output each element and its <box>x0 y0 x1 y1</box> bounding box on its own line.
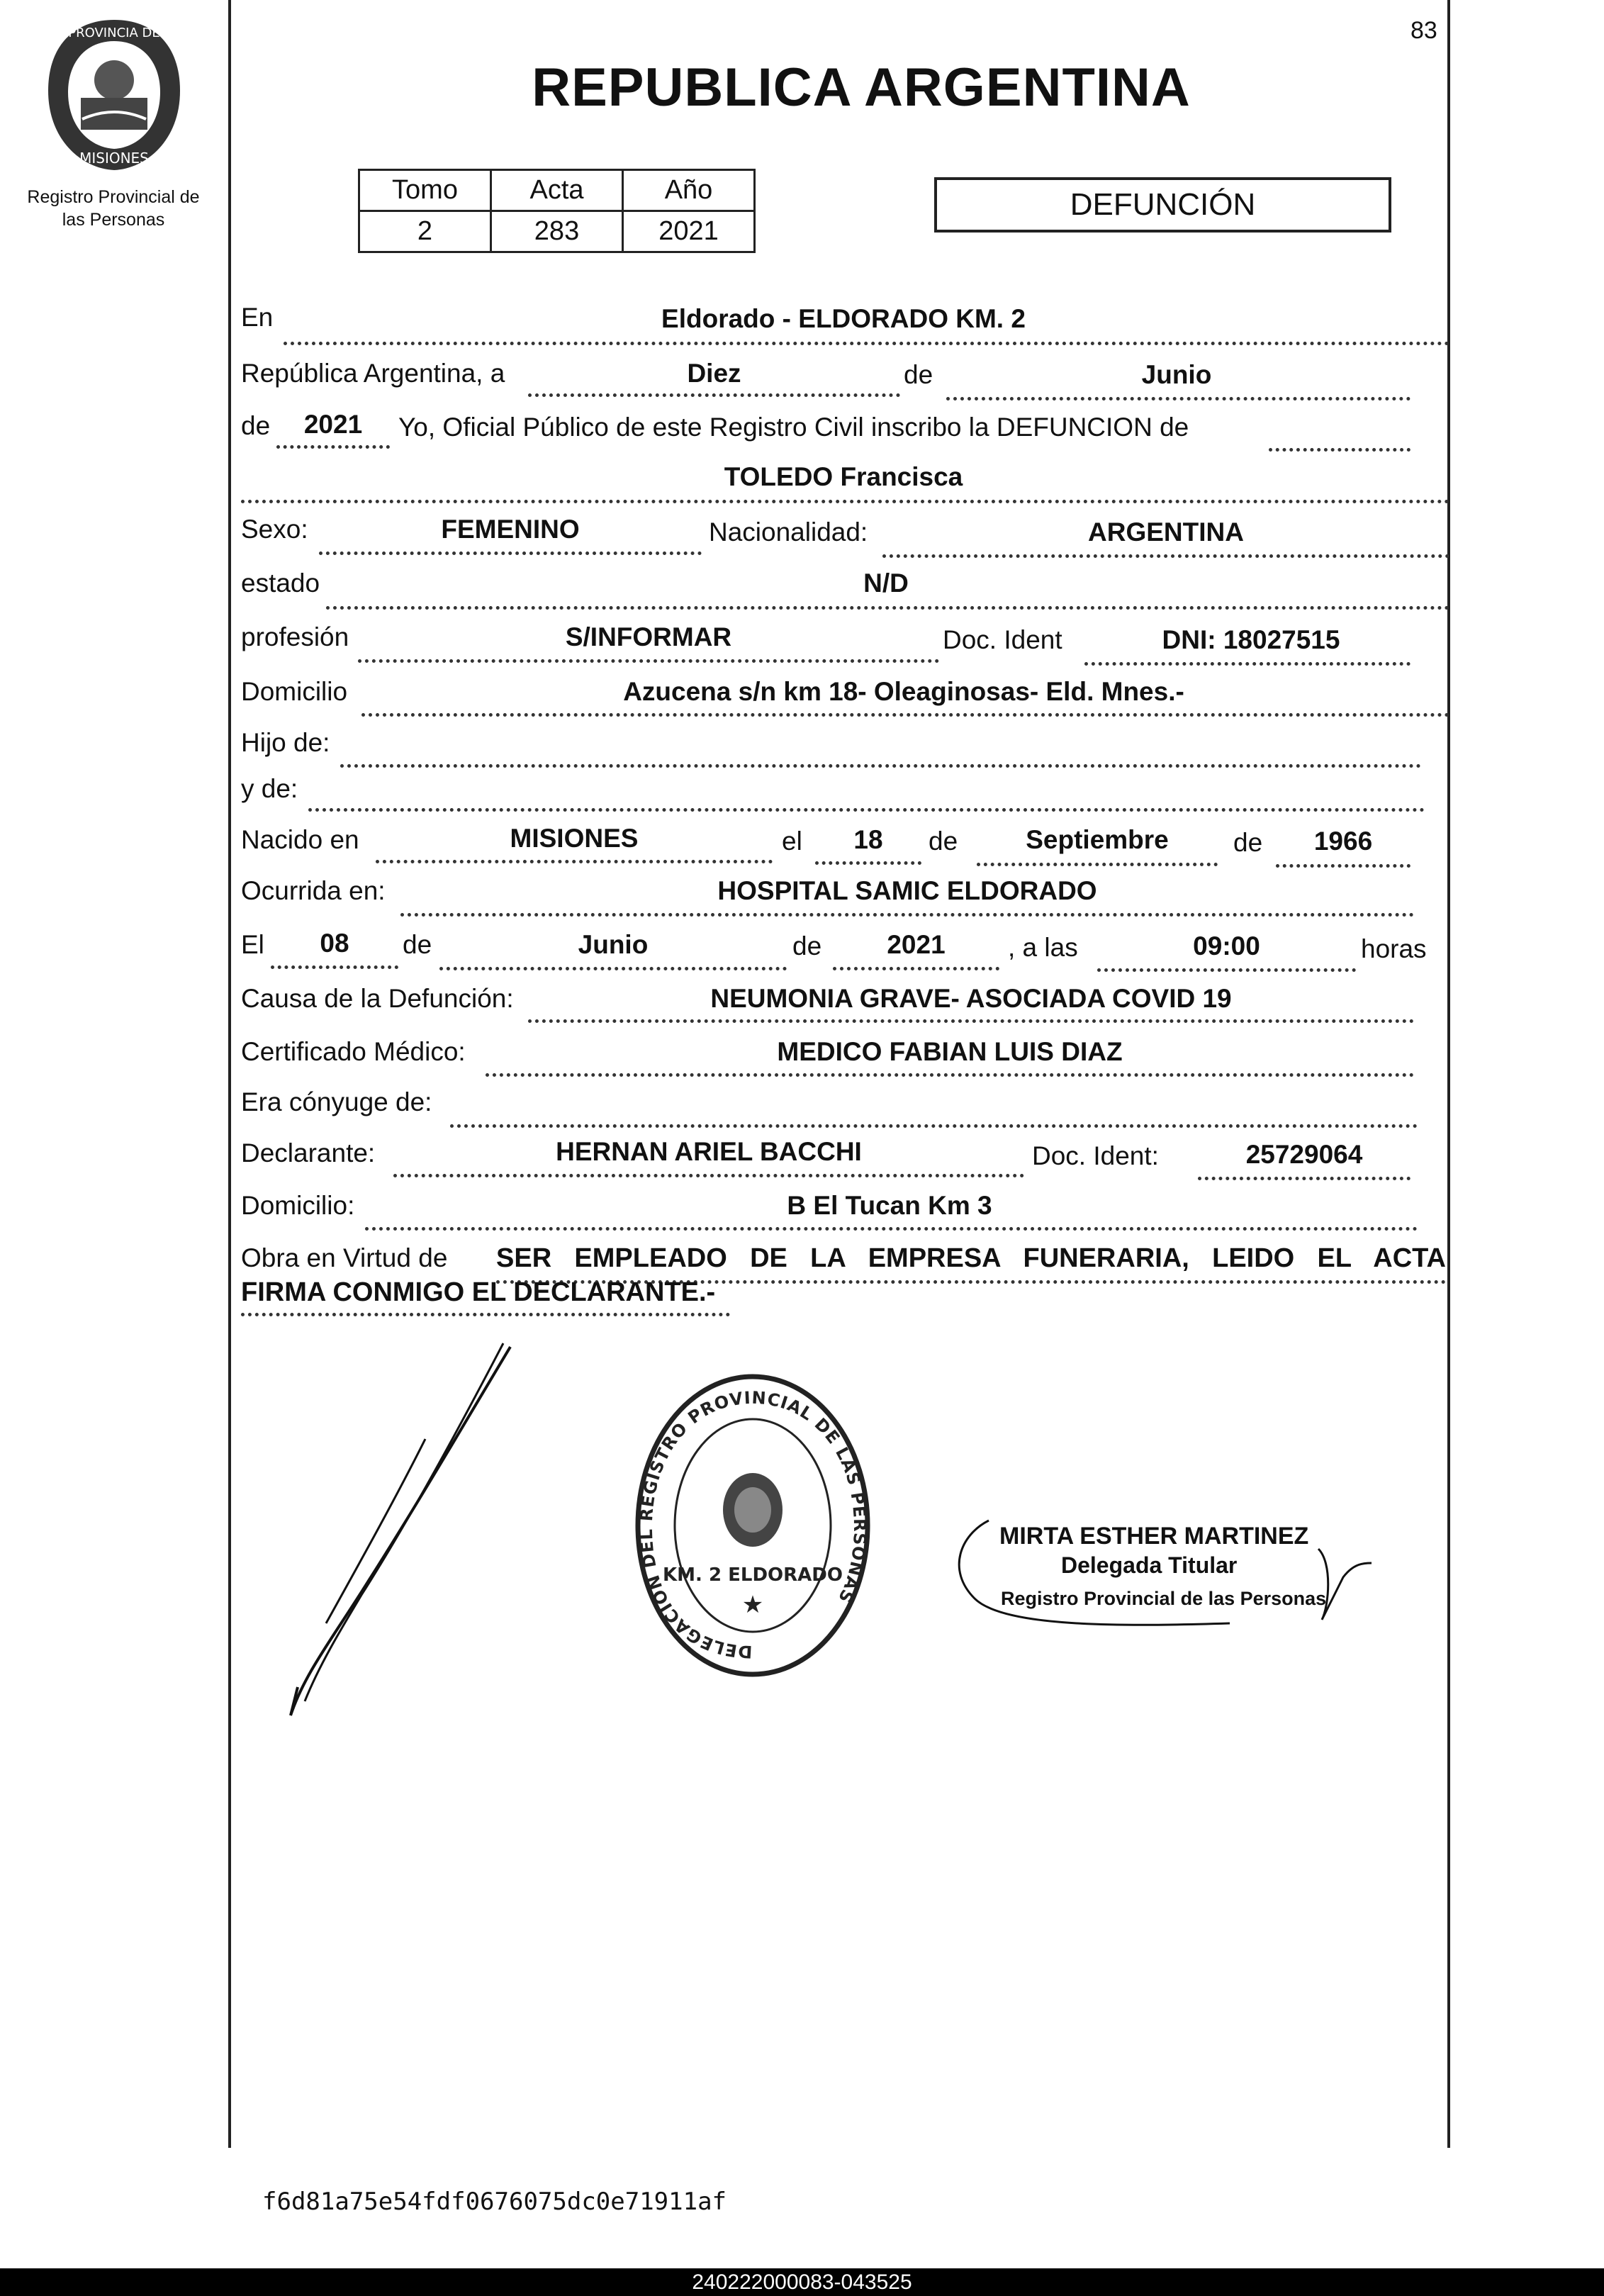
mes-dotted-line <box>946 397 1410 401</box>
record-value-anio: 2021 <box>623 211 755 252</box>
en-dotted-line <box>284 342 1449 345</box>
anio-dotted-line <box>276 445 390 449</box>
declarante-signature <box>276 1333 525 1730</box>
obra-value-line1: SER EMPLEADO DE LA EMPRESA FUNERARIA, LEIDO EL ACTA <box>496 1243 1446 1273</box>
doc-ident-value: DNI: 18027515 <box>1162 625 1340 654</box>
ocurrida-value: HOSPITAL SAMIC ELDORADO <box>717 876 1097 905</box>
domicilio2-dotted-line <box>365 1227 1418 1231</box>
causa-value: NEUMONIA GRAVE- ASOCIADA COVID 19 <box>710 984 1232 1013</box>
doc-ident2-value: 25729064 <box>1245 1140 1363 1169</box>
certificado-dotted-line <box>486 1073 1414 1077</box>
profesion-label: profesión <box>241 622 349 651</box>
record-table-value-row <box>359 211 755 252</box>
sexo-value: FEMENINO <box>441 515 580 544</box>
record-value-acta: 283 <box>491 211 623 252</box>
dia-value: Diez <box>687 359 741 388</box>
record-table <box>358 169 756 253</box>
obra-label: Obra en Virtud de <box>241 1243 448 1272</box>
nombre-dotted-line <box>241 500 1449 503</box>
right-margin-rule <box>1447 0 1450 2148</box>
provincia-misiones-emblem <box>40 13 189 176</box>
certificado-label: Certificado Médico: <box>241 1037 466 1066</box>
de2-label: de <box>241 411 271 440</box>
record-header-acta: Acta <box>491 170 623 211</box>
nac-de1-label: de <box>929 827 958 856</box>
republica-label: República Argentina, a <box>241 359 505 388</box>
oficial-dotted-line <box>1269 448 1410 452</box>
declarante-dotted-line <box>393 1174 1024 1177</box>
domicilio2-label: Domicilio: <box>241 1191 355 1220</box>
nacionalidad-label: Nacionalidad: <box>709 517 868 547</box>
a-las-label: , a las <box>1008 933 1078 962</box>
record-table-header-row <box>359 170 755 211</box>
hijo-de-label: Hijo de: <box>241 728 330 757</box>
declarante-value: HERNAN ARIEL BACCHI <box>556 1137 862 1166</box>
def-dia-dotted-line <box>271 965 398 969</box>
record-type-box: DEFUNCIÓN <box>934 177 1391 233</box>
en-label: En <box>241 303 274 332</box>
mes-value: Junio <box>1141 360 1212 389</box>
obra-dotted-line2 <box>241 1313 730 1316</box>
nac-anio-value: 1966 <box>1313 827 1373 856</box>
de-label: de <box>904 360 933 389</box>
domicilio-value: Azucena s/n km 18- Oleaginosas- Eld. Mnes.- <box>623 677 1184 706</box>
estado-dotted-line <box>326 606 1449 610</box>
document-id: 240222000083-043525 <box>692 2270 912 2294</box>
record-header-anio: Año <box>623 170 755 211</box>
sexo-label: Sexo: <box>241 515 308 544</box>
svg-text:DELEGACION DEL REGISTRO PROVIN: DELEGACION DEL REGISTRO PROVINCIAL DE LAS PERSONAS <box>636 1387 870 1662</box>
def-dia-value: 08 <box>320 929 349 958</box>
hijo-de-dotted-line <box>340 764 1421 768</box>
official-org: Registro Provincial de las Personas <box>1001 1588 1327 1609</box>
conyuge-label: Era cónyuge de: <box>241 1087 432 1116</box>
horas-label: horas <box>1361 934 1427 963</box>
def-anio-dotted-line <box>833 967 999 970</box>
svg-text:KM. 2 ELDORADO: KM. 2 ELDORADO <box>663 1564 843 1586</box>
def-anio-value: 2021 <box>887 930 946 959</box>
profesion-value: S/INFORMAR <box>565 622 732 651</box>
footer-bar <box>0 2268 1604 2296</box>
official-role: Delegada Titular <box>1061 1552 1238 1578</box>
hora-value: 09:00 <box>1193 931 1260 961</box>
dia-dotted-line <box>528 393 900 397</box>
doc-ident-dotted-line <box>1084 662 1410 666</box>
page-title: REPUBLICA ARGENTINA <box>532 57 1191 118</box>
def-de1-label: de <box>403 930 432 959</box>
domicilio-label: Domicilio <box>241 677 348 706</box>
certificado-value: MEDICO FABIAN LUIS DIAZ <box>777 1037 1123 1066</box>
doc-ident2-label: Doc. Ident: <box>1032 1141 1159 1170</box>
nac-dia-dotted-line <box>815 861 921 865</box>
obra-value-line2: FIRMA CONMIGO EL DECLARANTE.- <box>241 1277 716 1307</box>
domicilio2-value: B El Tucan Km 3 <box>787 1191 992 1220</box>
y-de-dotted-line <box>308 808 1425 812</box>
profesion-dotted-line <box>358 659 939 663</box>
y-de-label: y de: <box>241 774 298 803</box>
ocurrida-label: Ocurrida en: <box>241 876 386 905</box>
document-hash: f6d81a75e54fdf0676075dc0e71911af <box>262 2188 727 2216</box>
doc-ident2-dotted-line <box>1198 1177 1410 1180</box>
def-mes-value: Junio <box>578 930 649 959</box>
svg-text:MISIONES: MISIONES <box>79 150 149 167</box>
causa-dotted-line <box>528 1019 1414 1023</box>
estado-label: estado <box>241 569 320 598</box>
svg-text:★: ★ <box>741 1591 764 1618</box>
oficial-text: Yo, Oficial Público de este Registro Civil inscribo la DEFUNCION de <box>398 413 1189 442</box>
registry-label: Registro Provincial de las Personas <box>27 187 200 230</box>
nacido-value: MISIONES <box>510 824 639 853</box>
official-stamp <box>631 1368 875 1687</box>
official-name: MIRTA ESTHER MARTINEZ <box>999 1523 1309 1550</box>
nacionalidad-dotted-line <box>882 554 1449 558</box>
anio-value: 2021 <box>303 410 363 439</box>
el2-label: El <box>241 930 264 959</box>
def-de2-label: de <box>792 931 822 961</box>
declarante-label: Declarante: <box>241 1138 376 1167</box>
record-value-tomo: 2 <box>359 211 491 252</box>
hora-dotted-line <box>1097 968 1356 972</box>
nac-mes-value: Septiembre <box>1026 825 1169 854</box>
nac-mes-dotted-line <box>977 863 1218 866</box>
nacido-dotted-line <box>376 860 773 863</box>
el-label: el <box>782 827 802 856</box>
left-margin-rule <box>228 0 231 2148</box>
domicilio-dotted-line <box>361 713 1449 717</box>
ocurrida-dotted-line <box>400 913 1414 917</box>
nac-de2-label: de <box>1233 828 1263 857</box>
doc-ident-label: Doc. Ident <box>943 625 1062 654</box>
nac-dia-value: 18 <box>853 825 883 854</box>
en-value: Eldorado - ELDORADO KM. 2 <box>661 304 1026 333</box>
nac-anio-dotted-line <box>1276 864 1410 868</box>
record-header-tomo: Tomo <box>359 170 491 211</box>
svg-text:PROVINCIA DE: PROVINCIA DE <box>68 26 160 40</box>
nombre-value: TOLEDO Francisca <box>724 462 963 491</box>
page-number: 83 <box>1410 17 1437 44</box>
causa-label: Causa de la Defunción: <box>241 984 514 1013</box>
nacionalidad-value: ARGENTINA <box>1088 517 1244 547</box>
nacido-label: Nacido en <box>241 825 359 854</box>
estado-value: N/D <box>863 569 909 598</box>
def-mes-dotted-line <box>439 967 787 970</box>
conyuge-dotted-line <box>450 1124 1418 1128</box>
sexo-dotted-line <box>319 551 702 555</box>
